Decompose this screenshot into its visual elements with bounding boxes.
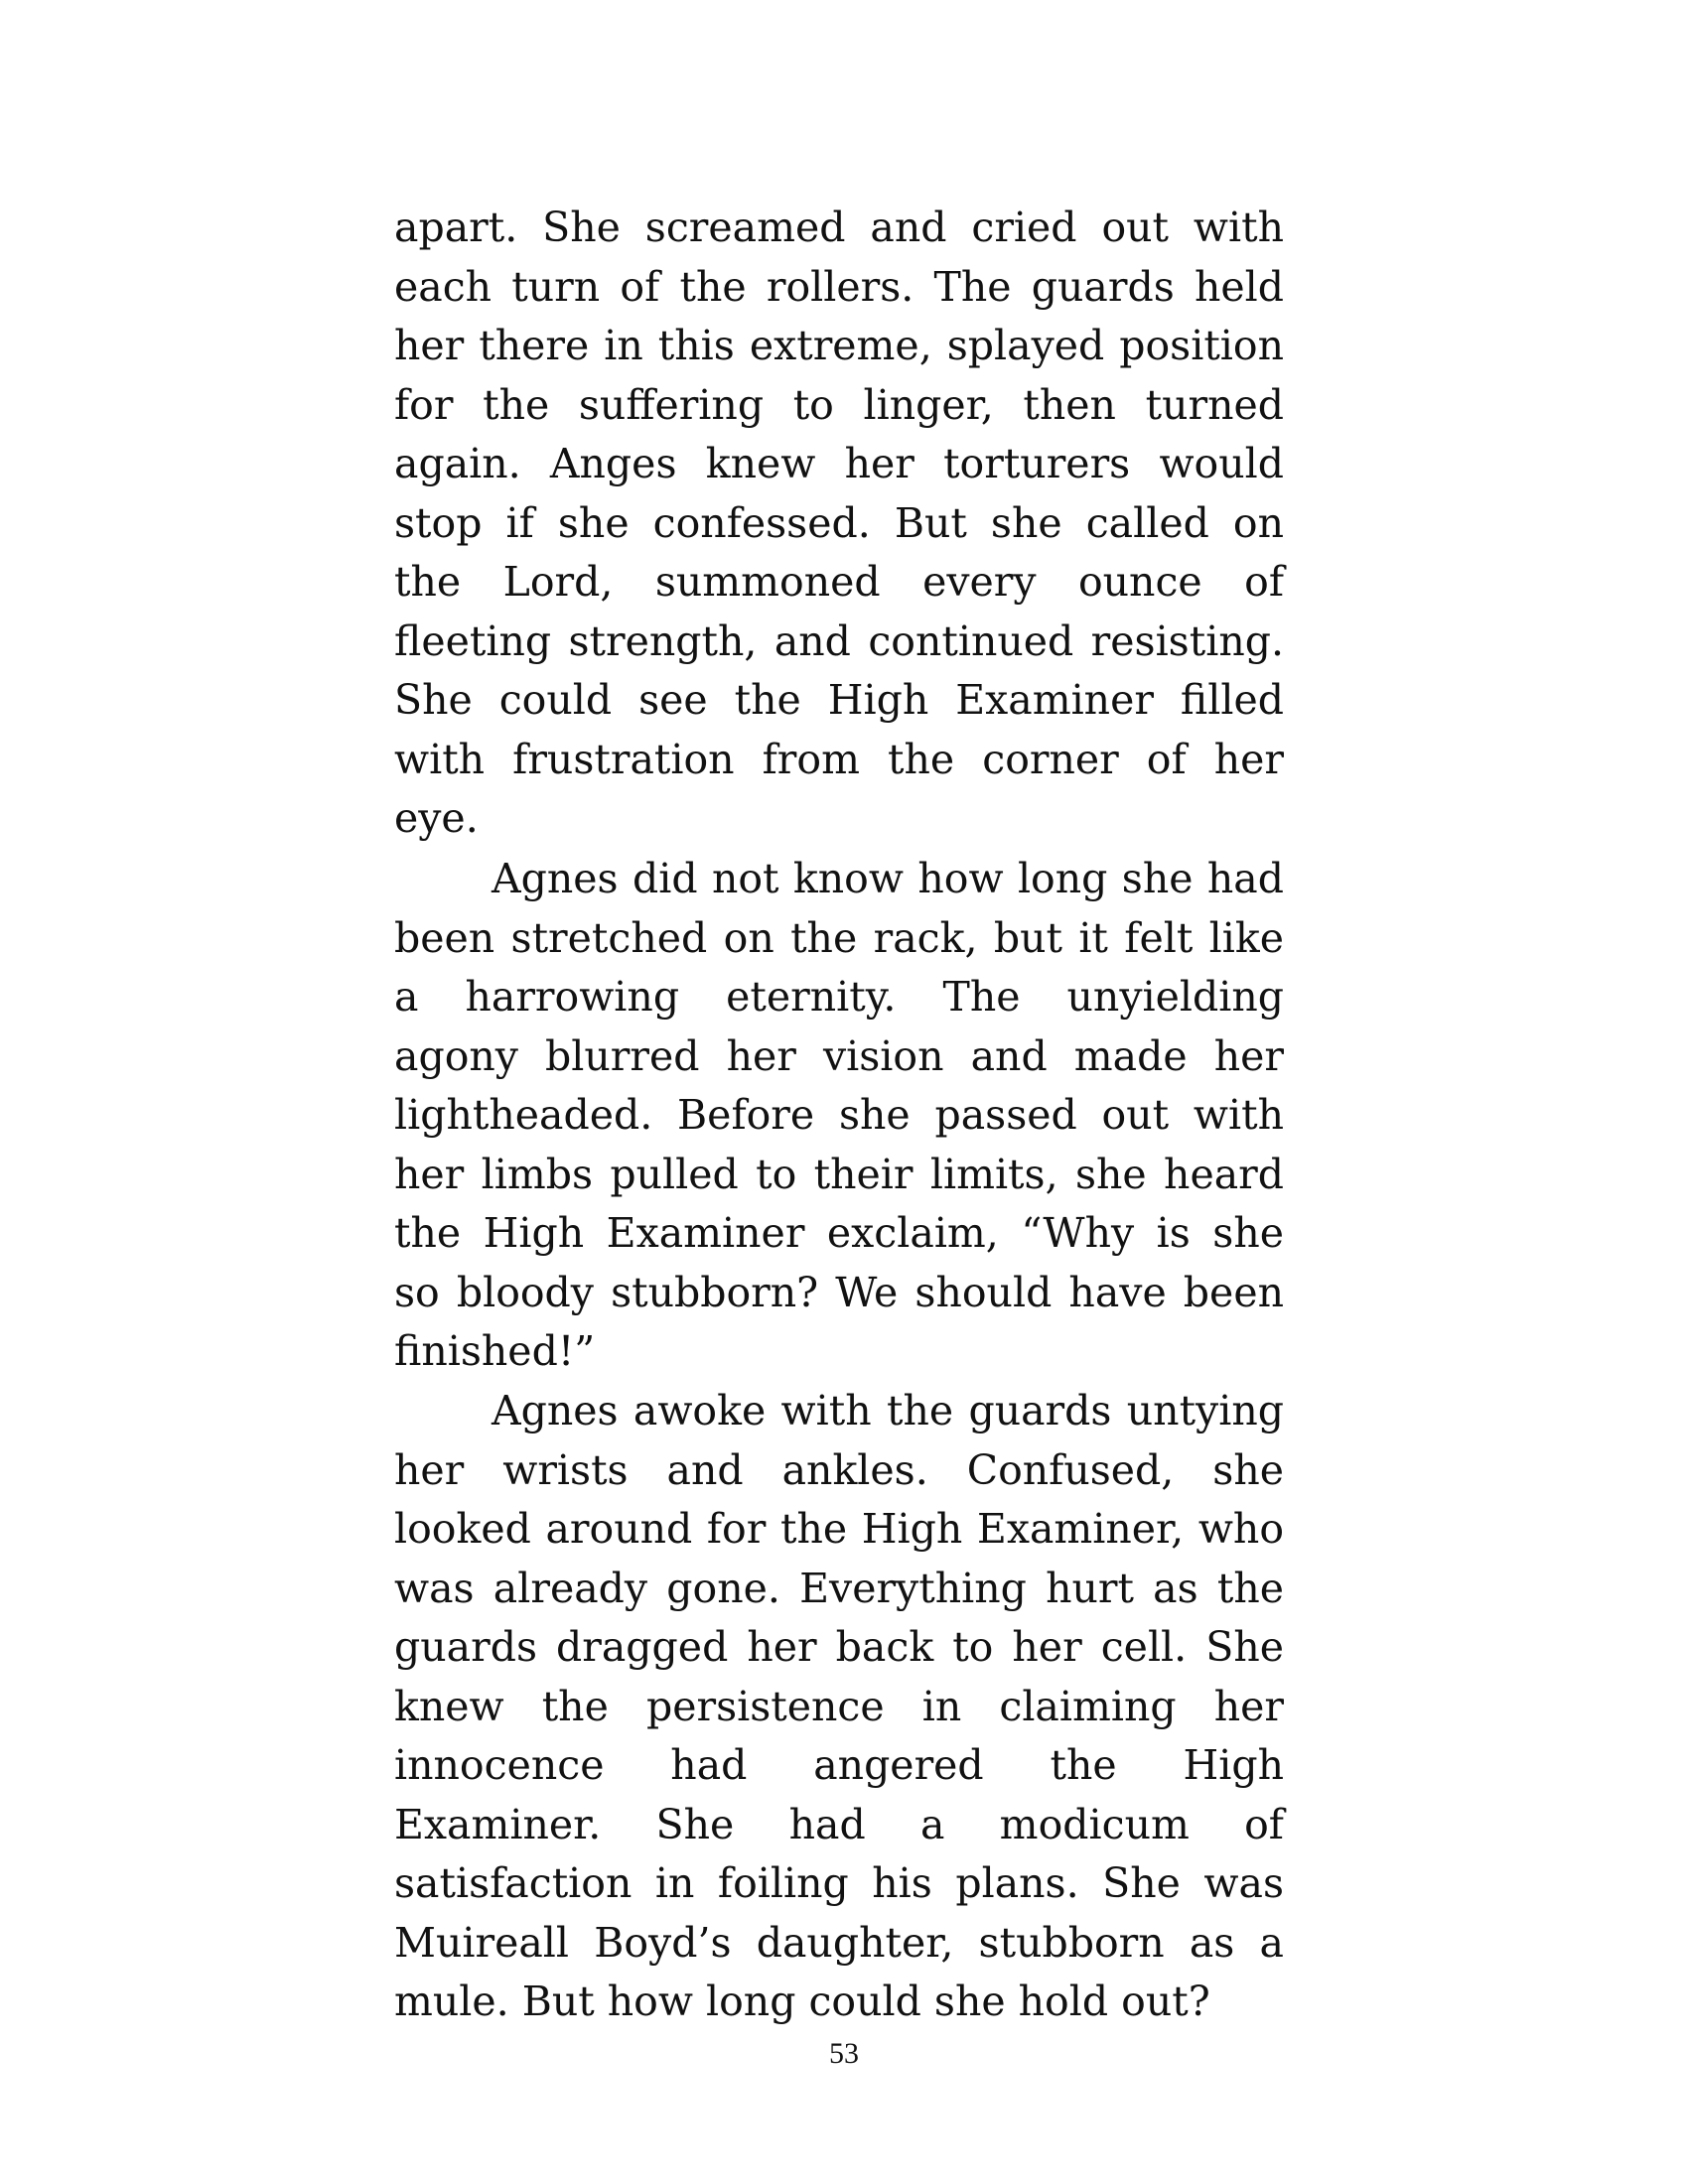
paragraph-1 <box>394 199 1284 849</box>
page-number: 53 <box>829 2037 859 2070</box>
paragraph-3-text: Agnes awoke with the guards untying her wrists and ankles. Confused, she looked around for the High Examiner, who was already gone. Everything hurt as the guards dragged her back to her cell. She knew the persistence in claiming her innocence had angered the High Examiner. She had a modicum of satisfaction in foiling his plans. She was Muireall Boyd’s daughter, stubborn as a mule. But how long could she hold out? <box>394 1387 1284 2025</box>
paragraph-3 <box>394 1382 1284 2032</box>
paragraph-2-text: Agnes did not know how long she had been stretched on the rack, but it felt like a harrowing eternity. The unyielding agony blurred her vision and made her lightheaded. Before she passed out with her limbs pulled to their limits, she heard the High Examiner exclaim, “Why is she so bloody stubborn? We should have been finished!” <box>394 855 1284 1375</box>
paragraph-1-text: apart. She screamed and cried out with each turn of the rollers. The guards held her there in this extreme, splayed position for the suffering to linger, then turned again. Anges knew her torturers would stop if she confessed. But she called on the Lord, summoned every ounce of fleeting strength, and continued resisting. She could see the High Examiner filled with frustration from the corner of her eye. <box>394 204 1284 842</box>
paragraph-2 <box>394 850 1284 1382</box>
